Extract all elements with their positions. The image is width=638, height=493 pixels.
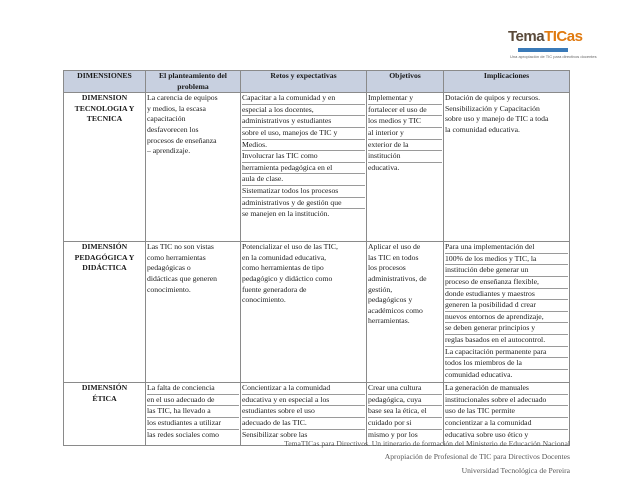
cell-line: todos los miembros de la <box>445 358 568 370</box>
cell-line: sobre el uso, manejos de TIC y <box>242 128 365 140</box>
cell-line: exterior de la <box>368 140 442 152</box>
header-row <box>64 71 570 93</box>
table-row <box>64 93 570 242</box>
cell-line: PEDAGÓGICA Y <box>74 252 135 262</box>
cell-line: conocimiento. <box>147 284 191 294</box>
cell-line: ÉTICA <box>92 393 117 403</box>
cell-line: DIMENSIÓN <box>81 383 128 393</box>
table-row <box>64 242 570 383</box>
cell-line: Implementar y <box>368 93 442 105</box>
cell-line: TECNOLOGIA Y <box>74 103 135 113</box>
retos-cell <box>241 93 367 242</box>
cell-line: La capacitación permanente para <box>445 347 568 359</box>
cell-line: base sea la ética, el <box>368 406 442 418</box>
cell-line: pedagógicas o <box>147 263 191 273</box>
cell-line: procesos de enseñanza <box>147 135 217 145</box>
cell-line: nuevos entornos de aprendizaje, <box>445 312 568 324</box>
problema-cell <box>146 242 241 383</box>
cell-line: Dotación de quipos y recursos. <box>445 93 541 103</box>
cell-line: herramientas. <box>368 316 410 326</box>
cell-line: como herramientas <box>147 252 206 262</box>
cell-line: Sensibilizar sobre las <box>242 429 308 439</box>
cell-line: Capacitar a la comunidad y en <box>242 93 365 105</box>
cell-line: concientizar a la comunidad <box>445 418 568 430</box>
cell-line: estudiantes sobre el uso <box>242 406 365 418</box>
cell-line: gestión, <box>368 284 393 294</box>
cell-line: institución debe generar un <box>445 265 568 277</box>
cell-line: como herramientas de tipo <box>242 263 324 273</box>
logo-tagline: Una apropiación de TIC para directivos docentes <box>510 54 597 59</box>
header-implicaciones: Implicaciones <box>444 71 570 93</box>
cell-line: La falta de conciencia <box>147 383 239 395</box>
cell-line: adecuado de las TIC. <box>242 418 365 430</box>
cell-line: institución <box>368 151 442 163</box>
cell-line: La carencia de equipos <box>147 93 218 103</box>
cell-line: DIMENSIÓN <box>81 242 128 252</box>
footer-line: Apropiación de Profesional de TIC para Directivos Docentes <box>384 452 570 462</box>
cell-line: las TIC, ha llevado a <box>147 406 239 418</box>
cell-line: los medios y TIC <box>368 116 442 128</box>
cell-line: capacitación <box>147 114 186 124</box>
cell-line: Medios. <box>242 140 365 152</box>
cell-line: pedagógicos y <box>368 295 413 305</box>
cell-line: Crear una cultura <box>368 383 442 395</box>
logo-bar <box>518 48 568 52</box>
implicaciones-cell <box>444 93 570 242</box>
cell-line: pedagógico y didáctico como <box>242 273 333 283</box>
page-footer <box>284 437 570 477</box>
cell-line: cuidado por si <box>368 418 442 430</box>
problema-cell <box>146 383 241 446</box>
dimension-cell <box>64 93 146 242</box>
cell-line: Las TIC no son vistas <box>147 242 214 252</box>
cell-line: los procesos <box>368 263 406 273</box>
implicaciones-cell <box>444 242 570 383</box>
header-planteamiento: El planteamiento del problema <box>146 71 241 93</box>
header-retos: Retos y expectativas <box>241 71 367 93</box>
cell-line: generen la posibilidad d crear <box>445 300 568 312</box>
cell-line: TECNICA <box>86 114 123 124</box>
cell-line: educativa sobre uso ético y <box>445 429 529 439</box>
cell-line: comunidad educativa. <box>445 369 513 379</box>
objetivos-cell <box>367 93 444 242</box>
cell-line: institucionales sobre el adecuado <box>445 395 568 407</box>
cell-line: y medios, la escasa <box>147 103 206 113</box>
cell-line: administrativos, de <box>368 273 427 283</box>
cell-line: los estudiantes a utilizar <box>147 418 239 430</box>
cell-line: fuente generadora de <box>242 284 307 294</box>
cell-line: Concientizar a la comunidad <box>242 383 365 395</box>
cell-line: fortalecer el uso de <box>368 105 442 117</box>
cell-line: Sistematizar todos los procesos <box>242 186 365 198</box>
cell-line: reglas basados en el autocontrol. <box>445 335 568 347</box>
problema-cell <box>146 93 241 242</box>
cell-line: La generación de manuales <box>445 383 568 395</box>
cell-line: las TIC en todos <box>368 252 419 262</box>
cell-line: desfavorecen los <box>147 124 199 134</box>
footer-line: Universidad Tecnológica de Pereira <box>461 465 570 475</box>
cell-line: Aplicar el uso de <box>368 242 421 252</box>
cell-line: educativa y en especial a los <box>242 395 365 407</box>
cell-line: DIMENSION <box>81 93 128 103</box>
logo-wordmark <box>508 28 582 45</box>
logo-main: Tema <box>508 28 545 45</box>
cell-line: uso de las TIC permite <box>445 406 568 418</box>
cell-line: mismo y por los <box>368 429 418 439</box>
cell-line: al interior y <box>368 128 442 140</box>
cell-line: didácticas que generen <box>147 273 218 283</box>
cell-line: pedagógica, cuya <box>368 395 442 407</box>
dimension-cell <box>64 242 146 383</box>
cell-line: Involucrar las TIC como <box>242 151 365 163</box>
objetivos-cell <box>367 242 444 383</box>
cell-line: Sensibilización y Capacitación <box>445 103 540 113</box>
cell-line: Para una implementación del <box>445 242 568 254</box>
footer-line: TemaTICas para Directivos. Un itinerario de formación del Ministerio de Educación Nacional <box>284 439 570 448</box>
header-dimensiones: DIMENSIONES <box>64 71 146 93</box>
cell-line: proceso de enseñanza flexible, <box>445 277 568 289</box>
cell-line: administrativos y estudiantes <box>242 116 365 128</box>
cell-line: las redes sociales como <box>147 429 219 439</box>
dimension-cell <box>64 383 146 446</box>
cell-line: sobre uso y manejo de TIC a toda <box>445 114 549 124</box>
cell-line: especial a los docentes, <box>242 105 365 117</box>
retos-cell <box>241 242 367 383</box>
cell-line: aula de clase. <box>242 174 365 186</box>
cell-line: educativa. <box>368 162 400 172</box>
cell-line: DIDÁCTICA <box>82 263 127 273</box>
cell-line: se manejen en la institución. <box>242 209 330 219</box>
cell-line: se deben generar principios y <box>445 323 568 335</box>
dimensions-table <box>63 70 570 446</box>
cell-line: conocimiento. <box>242 295 286 305</box>
cell-line: 100% de los medios y TIC, la <box>445 254 568 266</box>
cell-line: administrativos y de gestión que <box>242 198 365 210</box>
cell-line: en la comunidad educativa, <box>242 252 327 262</box>
cell-line: Potencializar el uso de las TIC, <box>242 242 338 252</box>
cell-line: la comunidad educativa. <box>445 124 520 134</box>
cell-line: académicos como <box>368 305 423 315</box>
logo-accent: TICas <box>544 28 583 45</box>
cell-line: herramienta pedagógica en el <box>242 163 365 175</box>
header-objetivos: Objetivos <box>367 71 444 93</box>
tematicas-logo <box>508 22 597 62</box>
cell-line: en el uso adecuado de <box>147 395 239 407</box>
cell-line: – aprendizaje. <box>147 146 191 156</box>
cell-line: donde estudiantes y maestros <box>445 289 568 301</box>
